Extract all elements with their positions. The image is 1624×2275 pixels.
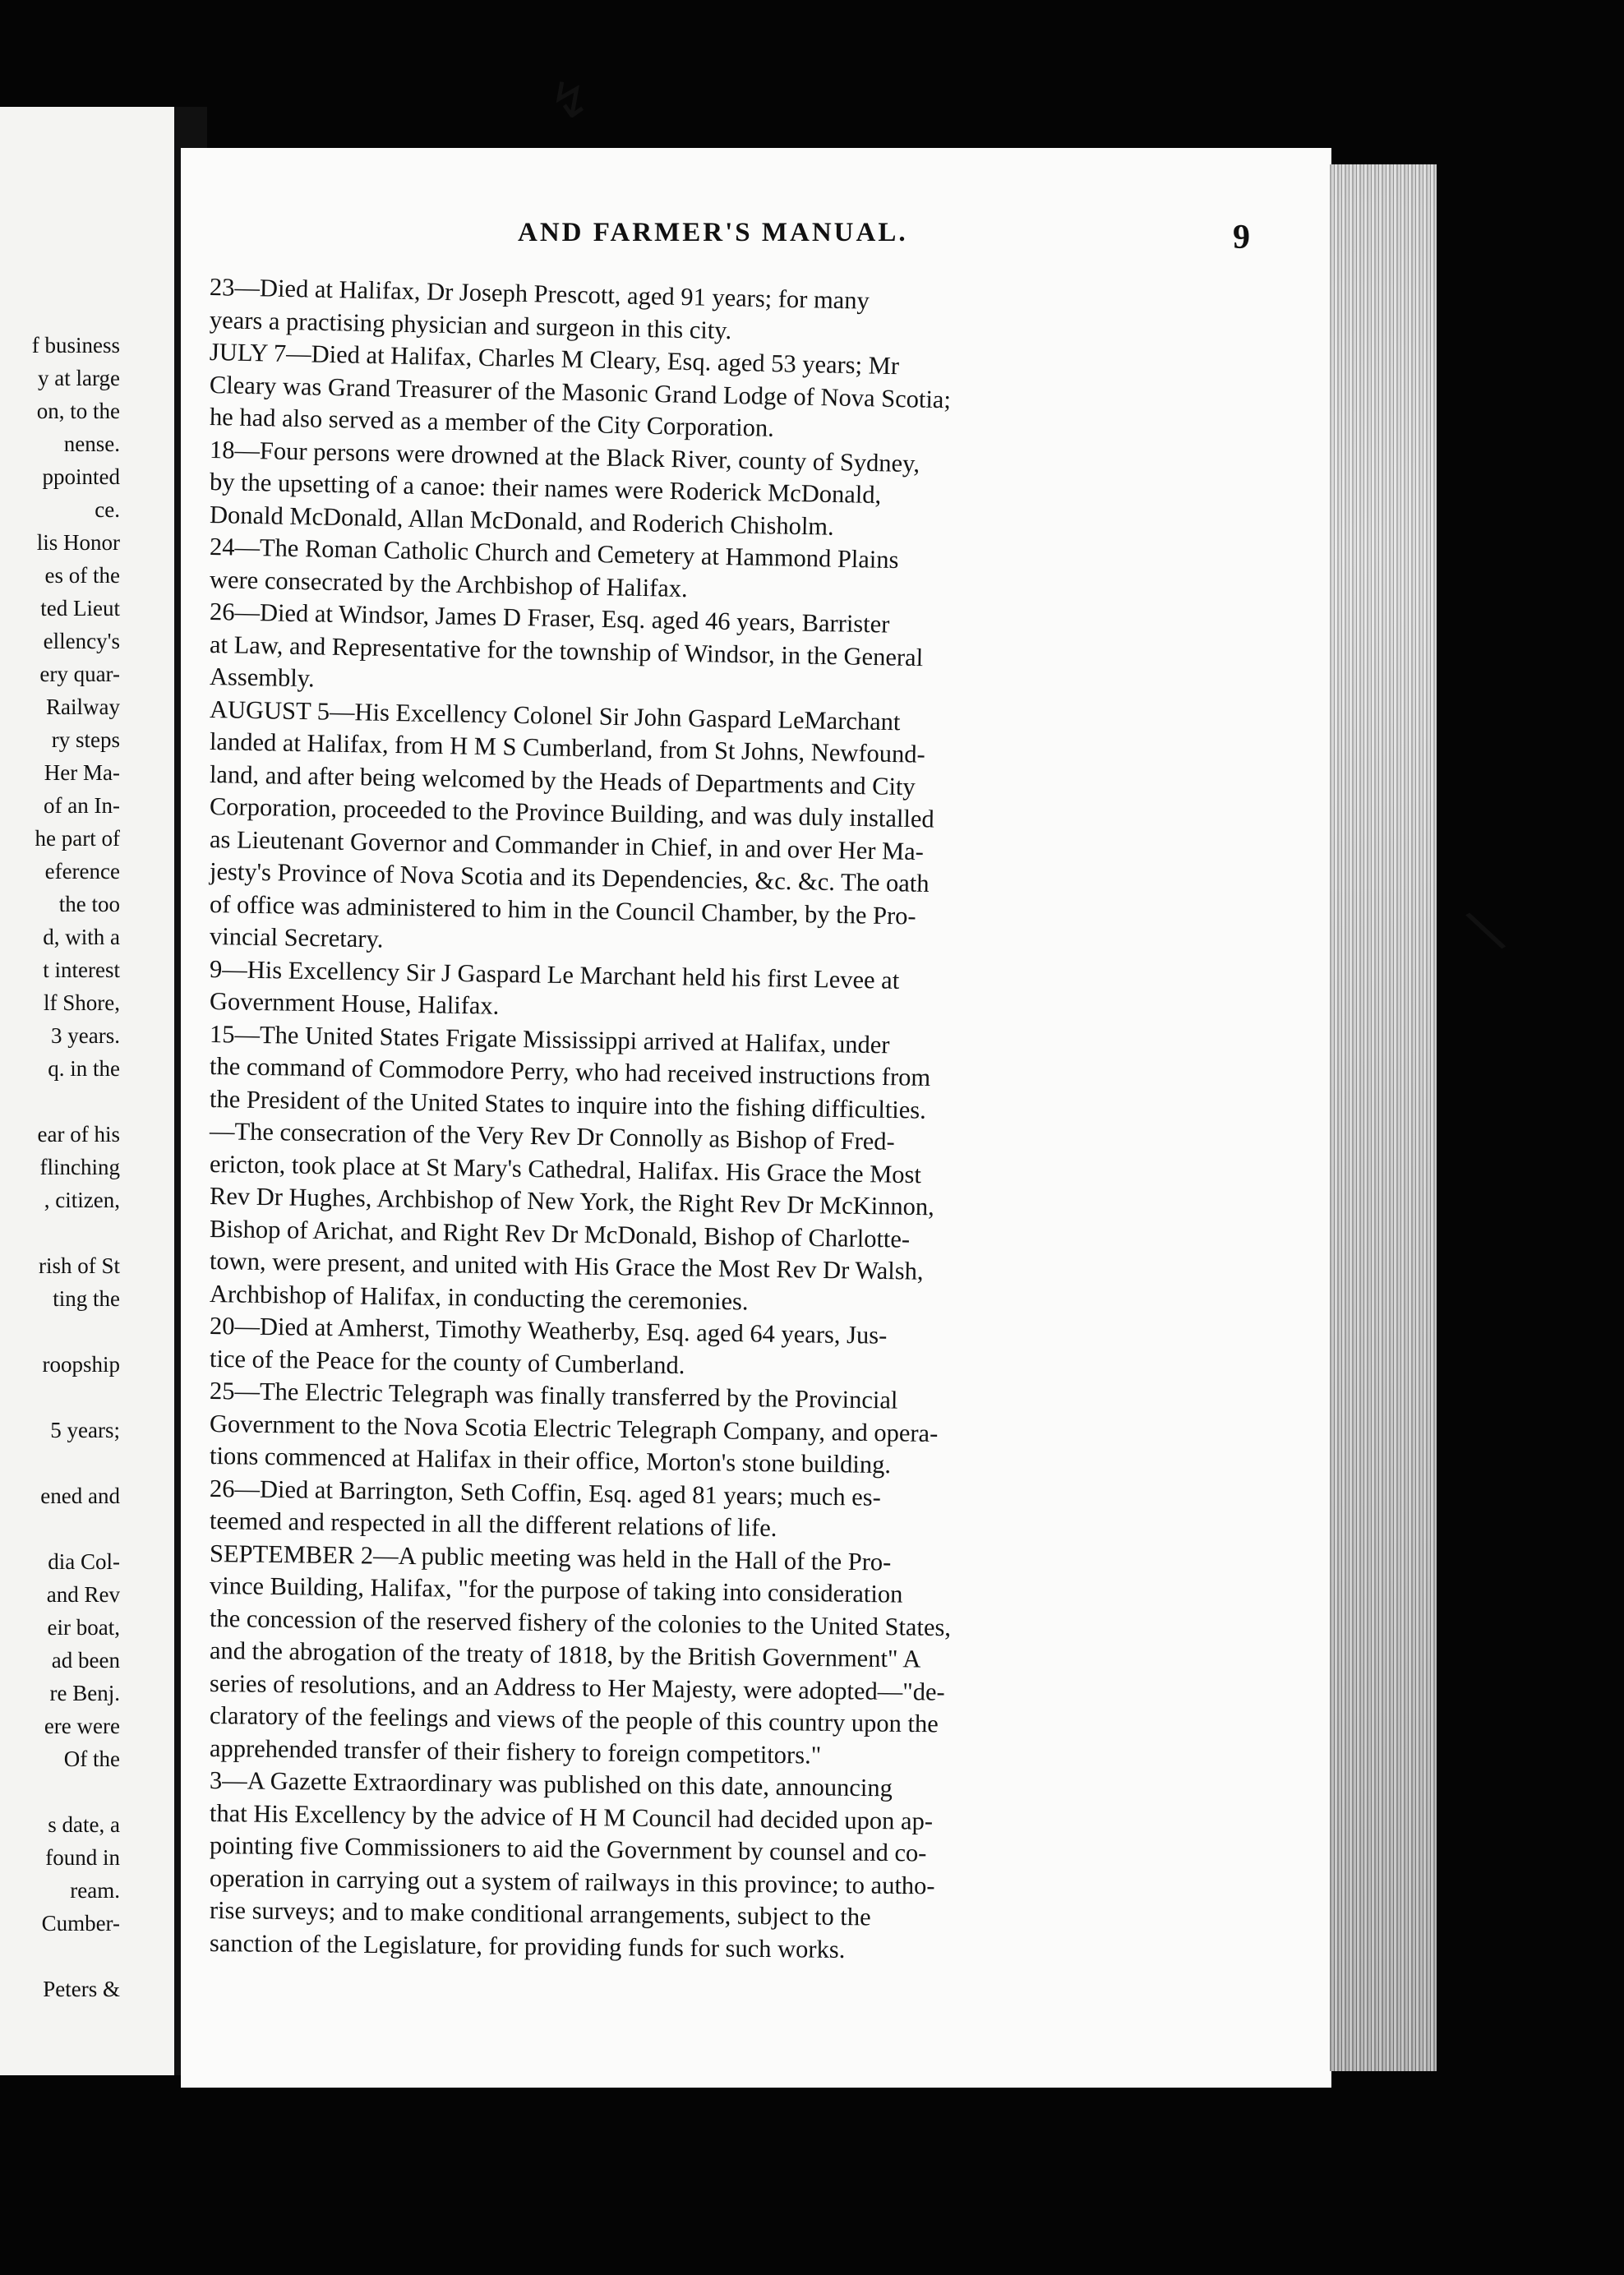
left-page-line: ry steps	[51, 727, 120, 752]
body-text-line: apprehended transfer of their fishery to foreign competitors."	[209, 1733, 822, 1770]
left-page-line: found in	[45, 1845, 120, 1870]
left-page-line: , citizen,	[44, 1188, 120, 1212]
body-text-line: 23—Died at Halifax, Dr Joseph Prescott, aged 91 years; for many	[209, 273, 870, 315]
left-page-line	[0, 1775, 174, 1808]
body-text-line: teemed and respected in all the different relations of life.	[209, 1507, 777, 1542]
page-header	[247, 218, 1331, 259]
left-page-line: nense.	[63, 431, 120, 456]
body-text-line: landed at Halifax, from H M S Cumberland, from St Johns, Newfound-	[209, 727, 925, 768]
body-text-line: —The consecration of the Very Rev Dr Connolly as Bishop of Fred-	[209, 1117, 895, 1156]
left-page-line: roopship	[42, 1352, 120, 1377]
left-page-line: q. in the	[48, 1056, 120, 1081]
left-page-line: t interest	[43, 958, 120, 982]
body-text-line: Assembly.	[209, 662, 315, 693]
body-text-line: Bishop of Arichat, and Right Rev Dr McDonald, Bishop of Charlotte-	[209, 1214, 911, 1253]
body-text-line: and the abrogation of the treaty of 1818, by the British Government" A	[209, 1636, 921, 1673]
body-text-line: Government House, Halifax.	[209, 987, 500, 1020]
left-page-line: ere were	[44, 1714, 120, 1738]
left-page-line: s date, a	[48, 1812, 120, 1837]
body-text-line: claratory of the feelings and views of the people of this country upon the	[209, 1701, 939, 1738]
left-page-line: ted Lieut	[40, 596, 120, 621]
body-text-line: tice of the Peace for the county of Cumberland.	[209, 1344, 685, 1379]
left-page-text	[0, 329, 174, 2005]
body-text-line: 24—The Roman Catholic Church and Cemetery at Hammond Plains	[209, 533, 899, 575]
left-page-line: ear of his	[37, 1122, 120, 1147]
body-text-line: 25—The Electric Telegraph was finally transferred by the Provincial	[209, 1377, 898, 1414]
body-text-line: at Law, and Representative for the township of Windsor, in the General	[209, 630, 924, 671]
body-text-line: of office was administered to him in the Council Chamber, by the Pro-	[209, 889, 916, 930]
left-page-line	[0, 1512, 174, 1545]
left-page-line: f business	[31, 333, 120, 358]
body-text-line: jesty's Province of Nova Scotia and its Dependencies, &c. &c. The oath	[209, 857, 930, 898]
body-text-line: pointing five Commissioners to aid the Government by counsel and co-	[209, 1831, 927, 1867]
left-page-line: Her Ma-	[44, 760, 120, 785]
left-facing-page	[0, 107, 176, 2075]
left-page-line: es of the	[44, 563, 120, 588]
body-text-line: SEPTEMBER 2—A public meeting was held in the Hall of the Pro-	[209, 1539, 892, 1576]
left-page-line: ream.	[70, 1878, 120, 1903]
body-text-line: sanction of the Legislature, for providing funds for such works.	[209, 1928, 846, 1964]
left-page-line	[0, 1381, 174, 1414]
left-page-line	[0, 1085, 174, 1118]
body-text-line: Cleary was Grand Treasurer of the Masonic Grand Lodge of Nova Scotia;	[209, 370, 952, 413]
left-page-line: on, to the	[36, 399, 120, 423]
body-text-line: land, and after being welcomed by the Heads of Departments and City	[209, 759, 916, 801]
body-text-line: operation in carrying out a system of railways in this province; to autho-	[209, 1863, 935, 1899]
body-text-line: Government to the Nova Scotia Electric Telegraph Company, and opera-	[209, 1409, 939, 1447]
left-page-line: eir boat,	[47, 1615, 120, 1640]
body-text-line: 15—The United States Frigate Mississippi arrived at Halifax, under	[209, 1019, 890, 1059]
page-body-text	[209, 271, 1241, 1964]
body-text-line: 20—Died at Amherst, Timothy Weatherby, Esq. aged 64 years, Jus-	[209, 1312, 888, 1350]
left-page-line: flinching	[39, 1155, 120, 1179]
page-fore-edge	[1330, 164, 1437, 2071]
left-page-line: ppointed	[42, 464, 120, 489]
body-text-line: 26—Died at Barrington, Seth Coffin, Esq. aged 81 years; much es-	[209, 1474, 882, 1511]
left-page-line: re Benj.	[49, 1681, 120, 1705]
body-text-line: 9—His Excellency Sir J Gaspard Le Marchant held his first Levee at	[209, 954, 900, 994]
body-text-line: Donald McDonald, Allan McDonald, and Roderich Chisholm.	[209, 500, 835, 541]
left-page-line: 5 years;	[50, 1418, 120, 1442]
body-text-line: ericton, took place at St Mary's Cathedral, Halifax. His Grace the Most	[209, 1149, 922, 1188]
left-page-line: ting the	[53, 1286, 120, 1311]
left-page-line: rish of St	[38, 1253, 120, 1278]
left-page-line: ellency's	[43, 629, 120, 653]
body-text-line: 26—Died at Windsor, James D Fraser, Esq. aged 46 years, Barrister	[209, 598, 890, 639]
body-text-line: the concession of the reserved fishery of the colonies to the United States,	[209, 1604, 952, 1641]
left-page-line: Peters &	[43, 1977, 120, 2001]
body-text-line: vince Building, Halifax, "for the purpose of taking into consideration	[209, 1571, 903, 1608]
page-number: 9	[1233, 219, 1250, 256]
body-text-line: series of resolutions, and an Address to Her Majesty, were adopted—"de-	[209, 1668, 945, 1706]
left-page-line: Railway	[46, 694, 120, 719]
body-text-line: Corporation, proceeded to the Province Building, and was duly installed	[209, 792, 934, 833]
left-page-line: he part of	[35, 826, 120, 851]
left-page-line: d, with a	[43, 925, 120, 949]
body-text-line: vincial Secretary.	[209, 922, 384, 953]
left-page-line: dia Col-	[48, 1549, 120, 1574]
scan-mark-slash: \	[1460, 895, 1511, 964]
body-text-line: JULY 7—Died at Halifax, Charles M Cleary, Esq. aged 53 years; Mr	[209, 338, 900, 381]
body-text-line: that His Excellency by the advice of H M Council had decided upon ap-	[209, 1798, 934, 1835]
left-page-line: Of the	[63, 1747, 120, 1771]
left-page-line: lf Shore,	[44, 990, 120, 1015]
body-text-line: AUGUST 5—His Excellency Colonel Sir John Gaspard LeMarchant	[209, 694, 901, 736]
left-page-line: ened and	[40, 1484, 120, 1508]
left-page-line: y at large	[38, 366, 120, 390]
scan-mark-hook: ↯	[549, 72, 591, 130]
left-page-line: 3 years.	[51, 1023, 120, 1048]
body-text-line: tions commenced at Halifax in their office, Morton's stone building.	[209, 1442, 892, 1479]
left-page-line	[0, 1447, 174, 1479]
left-page-line: ce.	[95, 497, 120, 522]
body-text-line: as Lieutenant Governor and Commander in Chief, in and over Her Ma-	[209, 824, 925, 865]
left-page-line: ery quar-	[39, 662, 120, 686]
body-text-line: years a practising physician and surgeon in this city.	[209, 305, 732, 344]
left-page-line: lis Honor	[36, 530, 120, 555]
body-text-line: by the upsetting of a canoe: their names were Roderick McDonald,	[209, 468, 882, 510]
left-page-line: eference	[44, 859, 120, 884]
running-title: AND FARMER'S MANUAL.	[518, 218, 908, 247]
body-text-line: he had also served as a member of the City Corporation.	[209, 403, 775, 442]
body-text-line: 3—A Gazette Extraordinary was published on this date, announcing	[209, 1766, 893, 1802]
body-text-line: were consecrated by the Archbishop of Halifax.	[209, 565, 689, 602]
body-text-line: Archbishop of Halifax, in conducting the ceremonies.	[209, 1279, 749, 1315]
body-text-line: Rev Dr Hughes, Archbishop of New York, the Right Rev Dr McKinnon,	[209, 1182, 935, 1221]
body-text-line: rise surveys; and to make conditional arrangements, subject to the	[209, 1896, 871, 1931]
left-page-line: Cumber-	[41, 1911, 120, 1936]
body-text-line: 18—Four persons were drowned at the Black River, county of Sydney,	[209, 435, 920, 478]
left-page-line	[0, 1315, 174, 1348]
left-page-line: and Rev	[46, 1582, 120, 1607]
left-page-line	[0, 1216, 174, 1249]
left-page-line: ad been	[51, 1648, 120, 1673]
left-page-line	[0, 1940, 174, 1973]
body-text-line: the President of the United States to inquire into the fishing difficulties.	[209, 1084, 927, 1124]
body-text-line: town, were present, and united with His Grace the Most Rev Dr Walsh,	[209, 1247, 924, 1285]
left-page-line: of an In-	[44, 793, 120, 818]
left-page-line: the too	[58, 892, 120, 916]
body-text-line: the command of Commodore Perry, who had received instructions from	[209, 1052, 931, 1091]
